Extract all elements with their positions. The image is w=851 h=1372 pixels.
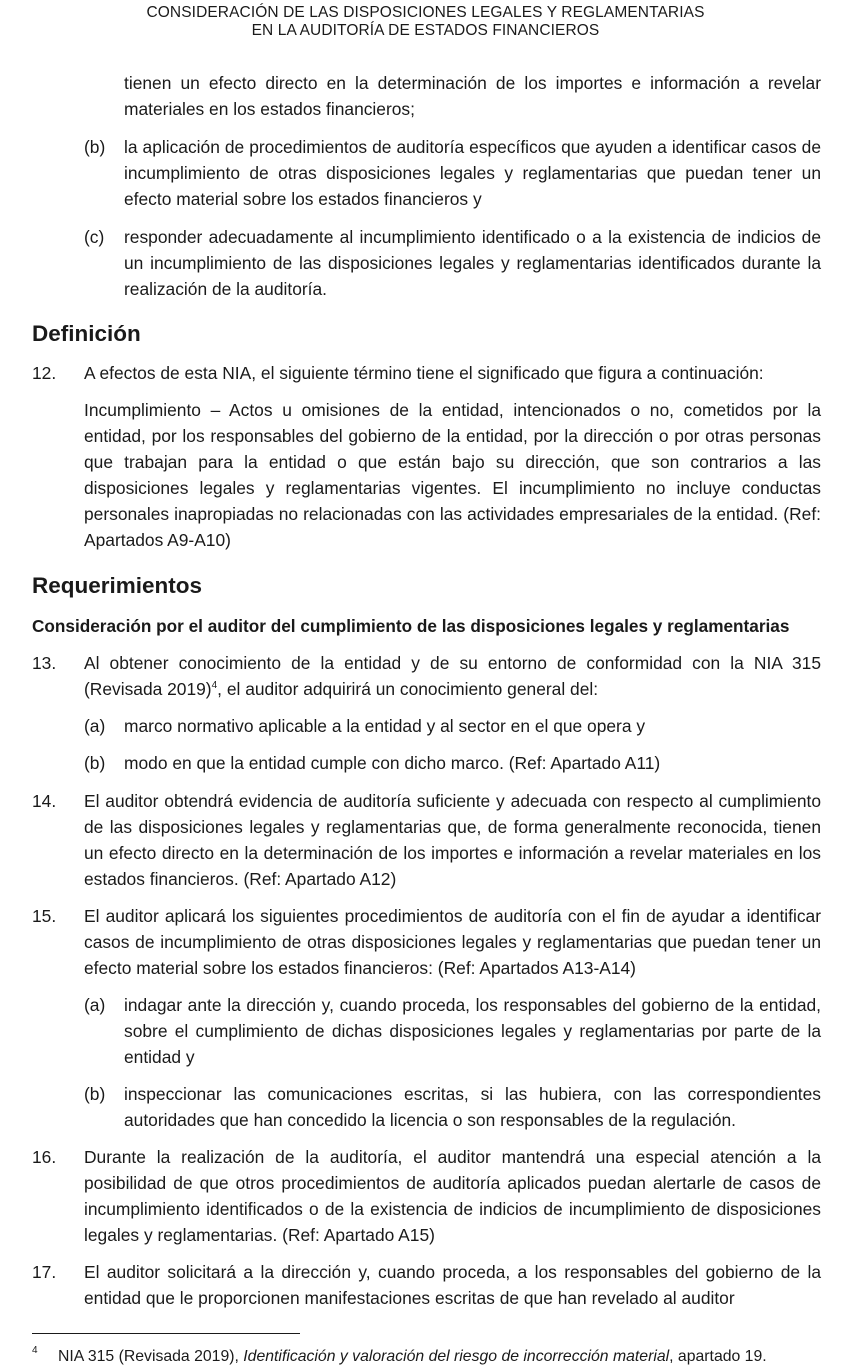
footnote-text	[58, 1347, 767, 1367]
running-header-line-1: CONSIDERACIÓN DE LAS DISPOSICIONES LEGALES Y REGLAMENTARIAS	[146, 4, 705, 21]
list-item-label: (b)	[84, 1084, 106, 1104]
paragraph-number: 14.	[32, 791, 57, 811]
section-heading-requerimientos: Requerimientos	[32, 573, 203, 598]
list-item-label: (b)	[84, 137, 106, 157]
footnote-reference[interactable]: 4	[211, 680, 218, 691]
paragraph-15: El auditor aplicará los siguientes procedimientos de auditoría con el fin de ayudar a identificar casos de incumplimiento de otras disposiciones legales y reglamentarias que puedan tener un efecto material sobre los estados financieros: (Ref: Apartados A13-A14)	[84, 906, 821, 978]
footnote-number: 4	[32, 1345, 38, 1356]
list-item-text: inspeccionar las comunicaciones escritas, si las hubiera, con las correspondientes autoridades que han concedido la licencia o son responsables de la regulación.	[124, 1084, 821, 1130]
subsection-heading: Consideración por el auditor del cumplimiento de las disposiciones legales y reglamentarias	[32, 616, 790, 636]
paragraph-number: 17.	[32, 1262, 57, 1282]
paragraph-number: 15.	[32, 906, 57, 926]
list-item-text: modo en que la entidad cumple con dicho marco. (Ref: Apartado A11)	[124, 753, 661, 773]
list-item-text: indagar ante la dirección y, cuando proceda, los responsables del gobierno de la entidad, sobre el cumplimiento de dichas disposiciones legales y reglamentarias por parte de la entidad y	[124, 995, 821, 1067]
continuation-paragraph: tienen un efecto directo en la determinación de los importes e información a revelar materiales en los estados financieros;	[124, 73, 821, 119]
footnote-text-plain: NIA 315 (Revisada 2019),	[58, 1348, 244, 1365]
paragraph-13	[84, 650, 821, 702]
paragraph-number: 16.	[32, 1147, 57, 1167]
list-item-text: marco normativo aplicable a la entidad y al sector en el que opera y	[124, 716, 646, 736]
paragraph-13-text-end: , el auditor adquirirá un conocimiento general del:	[217, 679, 599, 699]
list-item-label: (b)	[84, 753, 106, 773]
paragraph-14: El auditor obtendrá evidencia de auditoría suficiente y adecuada con respecto al cumplimiento de las disposiciones legales y reglamentarias que, de forma generalmente reconocida, tienen un efecto directo en la determinación de los importes e información a revelar materiales en los estados financieros. (Ref: Apartado A12)	[84, 791, 821, 889]
list-item-text: responder adecuadamente al incumplimiento identificado o a la existencia de indicios de un incumplimiento de las disposiciones legales y reglamentarias identificados durante la realización de la auditoría.	[124, 227, 821, 299]
running-header-line-2: EN LA AUDITORÍA DE ESTADOS FINANCIEROS	[251, 22, 600, 39]
running-header	[0, 4, 851, 40]
list-item-text: la aplicación de procedimientos de auditoría específicos que ayuden a identificar casos de incumplimiento de otras disposiciones legales y reglamentarias que puedan tener un efecto material sobre los estados financieros y	[124, 137, 821, 209]
footnote-text-end: , apartado 19.	[669, 1348, 767, 1365]
paragraph-number: 12.	[32, 363, 57, 383]
paragraph-12: A efectos de esta NIA, el siguiente término tiene el significado que figura a continuación:	[84, 363, 764, 383]
list-item-label: (c)	[84, 227, 105, 247]
definition-text: Incumplimiento – Actos u omisiones de la entidad, intencionados o no, cometidos por la entidad, por los responsables del gobierno de la entidad, por la dirección o por otras personas que trabajan para la entidad o que están bajo su dirección, que son contrarios a las disposiciones legales y reglamentarias vigentes. El incumplimiento no incluye conductas personales inapropiadas no relacionadas con las actividades empresariales de la entidad. (Ref: Apartados A9-A10)	[84, 400, 821, 550]
footnote-title: Identificación y valoración del riesgo de incorrección material	[243, 1348, 670, 1365]
paragraph-13-text: Al obtener conocimiento de la entidad y de su entorno de conformidad con la NIA 315 (Revisada 2019)	[84, 653, 821, 699]
paragraph-17: El auditor solicitará a la dirección y, cuando proceda, a los responsables del gobierno de la entidad que le proporcionen manifestaciones escritas de que han revelado al auditor	[84, 1262, 821, 1308]
footnote-separator	[32, 1333, 300, 1334]
paragraph-16: Durante la realización de la auditoría, el auditor mantendrá una especial atención a la posibilidad de que otros procedimientos de auditoría aplicados puedan alertarle de casos de incumplimiento identificados o de la existencia de indicios de incumplimiento de disposiciones legales y reglamentarias. (Ref: Apartado A15)	[84, 1147, 821, 1245]
section-heading-definicion: Definición	[32, 321, 141, 346]
list-item-label: (a)	[84, 716, 106, 736]
list-item-label: (a)	[84, 995, 106, 1015]
paragraph-number: 13.	[32, 653, 57, 673]
